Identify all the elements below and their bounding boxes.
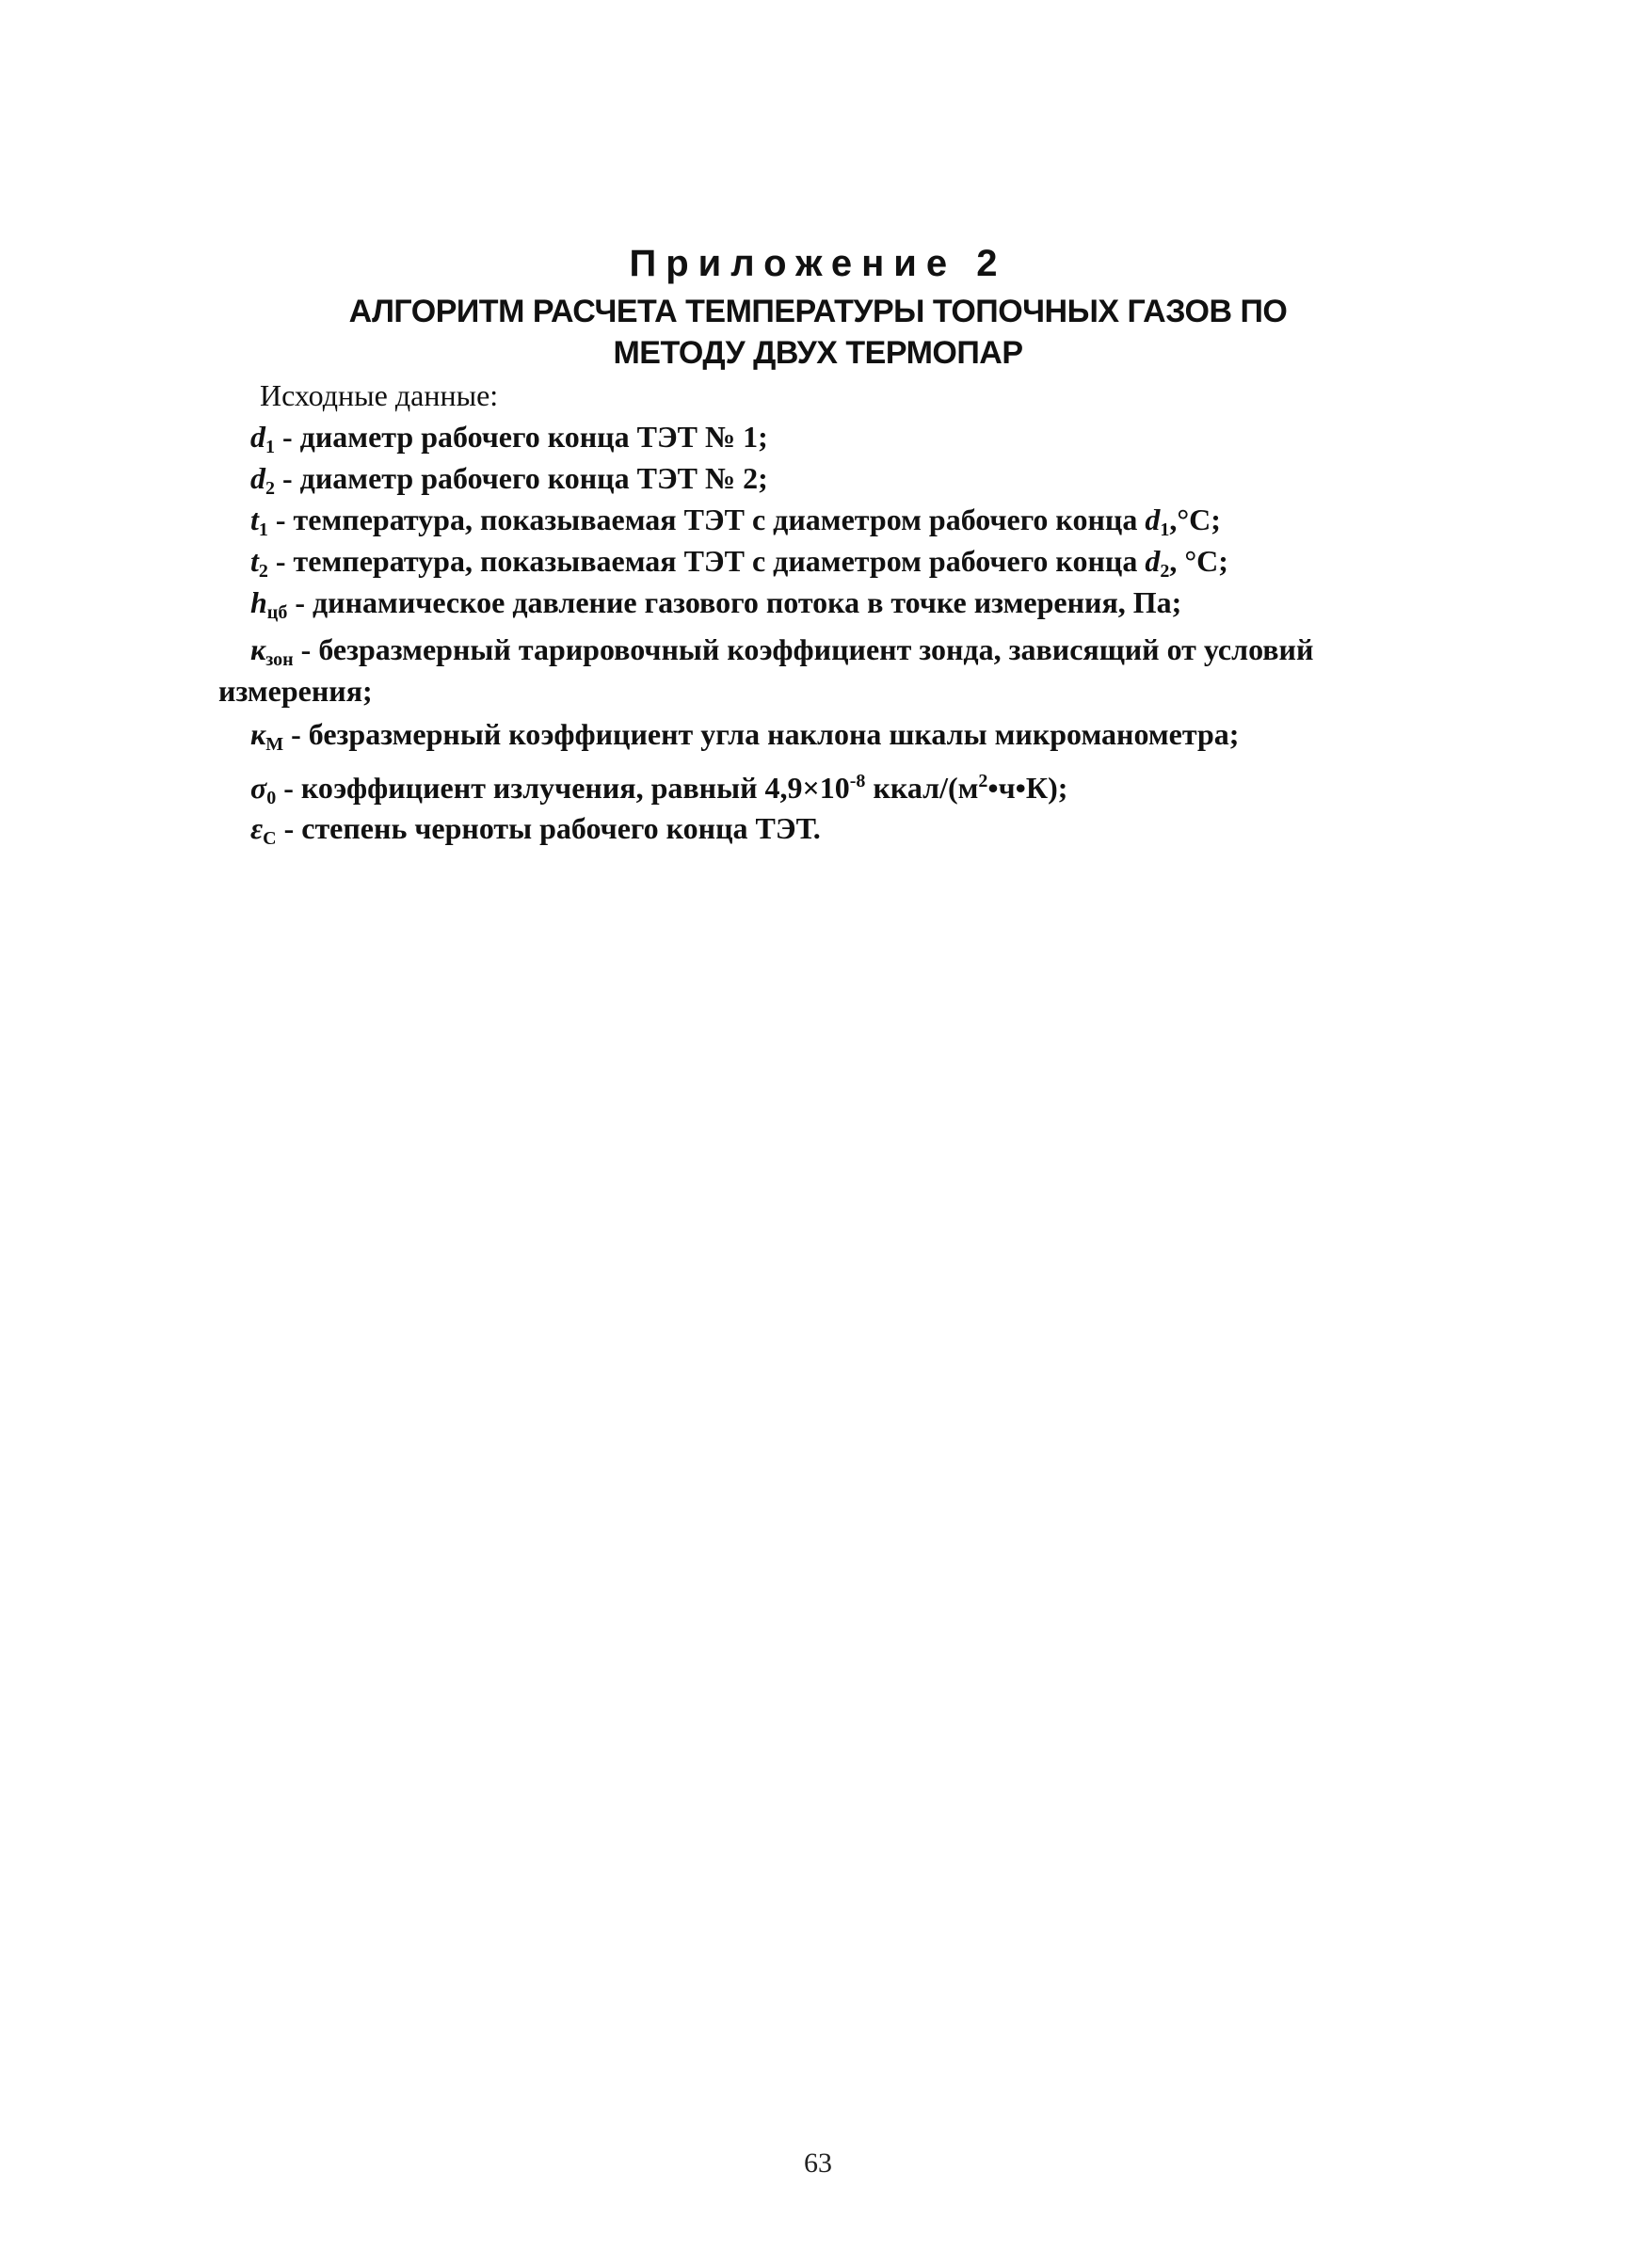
item-text-tail: ккал/(м <box>865 771 979 805</box>
symbol-subscript: 1 <box>258 519 268 540</box>
item-text-tail: ,°С; <box>1169 503 1221 536</box>
symbol: σ <box>250 771 267 805</box>
list-item-continuation <box>218 672 373 710</box>
list-item <box>250 715 1239 763</box>
list-item <box>250 631 1313 679</box>
symbol-subscript: 2 <box>265 478 275 499</box>
symbol-subscript: 2 <box>1160 561 1170 582</box>
symbol: ε <box>250 811 264 845</box>
item-text: измерения; <box>218 674 373 708</box>
symbol: h <box>250 585 267 619</box>
superscript: 2 <box>978 771 988 791</box>
symbol-subscript: цб <box>266 602 288 623</box>
item-text: - температура, показываемая ТЭТ с диаметром рабочего конца <box>267 544 1146 578</box>
symbol: t <box>250 503 259 536</box>
superscript: -8 <box>849 771 866 791</box>
symbol-subscript: 2 <box>258 561 268 582</box>
page-number: 63 <box>804 2148 832 2179</box>
symbol-subscript: 1 <box>1160 519 1170 540</box>
symbol: d <box>250 461 265 495</box>
intro-text: Исходные данные: <box>260 378 499 412</box>
item-text-tail: •ч•К); <box>987 771 1068 805</box>
symbol: d <box>1145 544 1161 578</box>
item-text: - диаметр рабочего конца ТЭТ № 2; <box>275 461 768 495</box>
symbol-subscript: 1 <box>265 437 275 457</box>
item-text: - степень черноты рабочего конца ТЭТ. <box>276 811 821 845</box>
symbol: d <box>1145 503 1161 536</box>
symbol: к <box>250 717 266 751</box>
item-text: - коэффициент излучения, равный 4,9×10 <box>276 771 850 805</box>
title-line-2: МЕТОДУ ДВУХ ТЕРМОПАР <box>613 335 1023 371</box>
appendix-heading: Приложение 2 <box>629 243 1007 284</box>
symbol-subscript: М <box>265 734 284 755</box>
symbol-subscript: C <box>263 828 277 849</box>
symbol-subscript: зон <box>265 649 294 670</box>
item-text: - безразмерный коэффициент угла наклона шкалы микроманометра; <box>283 717 1240 751</box>
item-text: - безразмерный тарировочный коэффициент зонда, зависящий от условий <box>293 632 1314 666</box>
item-text-tail: , °С; <box>1169 544 1228 578</box>
list-item <box>250 809 821 857</box>
list-item <box>250 583 1181 631</box>
title-line-1: АЛГОРИТМ РАСЧЕТА ТЕМПЕРАТУРЫ ТОПОЧНЫХ ГАЗОВ ПО <box>348 294 1288 329</box>
symbol: к <box>250 632 266 666</box>
symbol-subscript: 0 <box>266 788 277 808</box>
item-text: - температура, показываемая ТЭТ с диаметром рабочего конца <box>267 503 1146 536</box>
item-text: - диаметр рабочего конца ТЭТ № 1; <box>275 420 768 454</box>
symbol: d <box>250 420 265 454</box>
symbol: t <box>250 544 259 578</box>
item-text: - динамическое давление газового потока в точке измерения, Па; <box>287 585 1182 619</box>
